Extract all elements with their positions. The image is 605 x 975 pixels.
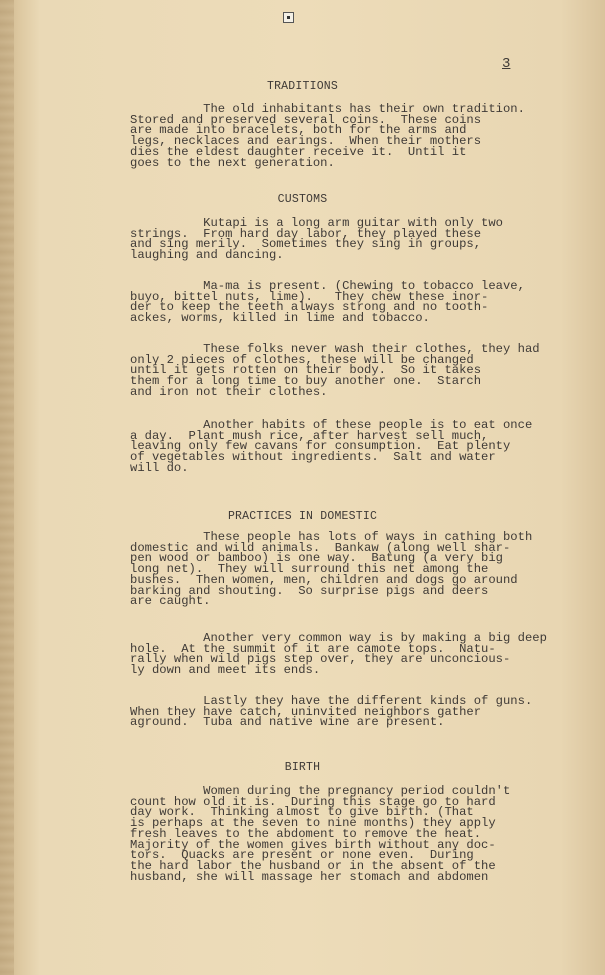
paragraph-clothes: These folks never wash their clothes, they had only 2 pieces of clothes, these will be changed until it gets rotten on their body. So it takes them for a long time to buy another one. Starch and iron not their clothes. [130,342,540,399]
heading-practices-in-domestic: PRACTICES IN DOMESTIC [227,510,378,523]
paragraph-catching-animals: These people has lots of ways in cathing both domestic and wild animals. Bankaw (along well shar- pen wood or bamboo) is one way. Batung (a very big long net). They will surround this net among the bushes. Then women, men, children and dogs go around barking and shouting. So surprise pigs and deers are caught. [130,530,533,609]
paragraph-deep-hole: Another very common way is by making a big deep hole. At the summit of it are camote tops. Natu- rally when wild pigs step over, they are unconcious- ly down and meet its ends. [130,631,547,678]
heading-traditions: TRADITIONS [266,80,338,93]
paragraph-guns: Lastly they have the different kinds of guns. When they have catch, uninvited neighbors gather aground. Tuba and native wine are present. [130,694,533,730]
page-binding-edge [0,0,14,975]
page-number: 3 [502,56,511,72]
heading-customs: CUSTOMS [277,193,328,206]
paragraph-eating-habits: Another habits of these people is to eat once a day. Plant mush rice, after harvest sell much, leaving only few cavans for consumption. Eat plenty of vegetables without ingredients. Salt and water will do. [130,418,533,475]
paragraph-kutapi: Kutapi is a long arm guitar with only two strings. From hard day labor, they played these and sing merily. Sometimes they sing in groups, laughing and dancing. [130,216,503,263]
paragraph-ma-ma: Ma-ma is present. (Chewing to tobacco leave, buyo, bittel nuts, lime). They chew these inor- der to keep the teeth always strong and no tooth- ackes, worms, killed in lime and tobacco. [130,279,525,326]
staple-hole-icon [283,12,294,23]
paragraph-traditions: The old inhabitants has their own tradition. Stored and preserved several coins. These coins are made into bracelets, both for the arms and legs, necklaces and earings. When their mothers dies the eldest daughter receive it. Until it goes to the next generation. [130,102,525,170]
heading-birth: BIRTH [284,761,321,774]
paragraph-pregnancy: Women during the pregnancy period couldn't count how old it is. During this stage go to hard day work. Thinking almost to give birth. (That is perhaps at the seven to nine months) they apply fresh leaves to the abdoment to remove the heat. Majority of the women gives birth without any doc- tors. Quacks are present or none even. During the hard labor the husband or in the absent of the husband, she will massage her stomach and abdomen [130,784,511,884]
